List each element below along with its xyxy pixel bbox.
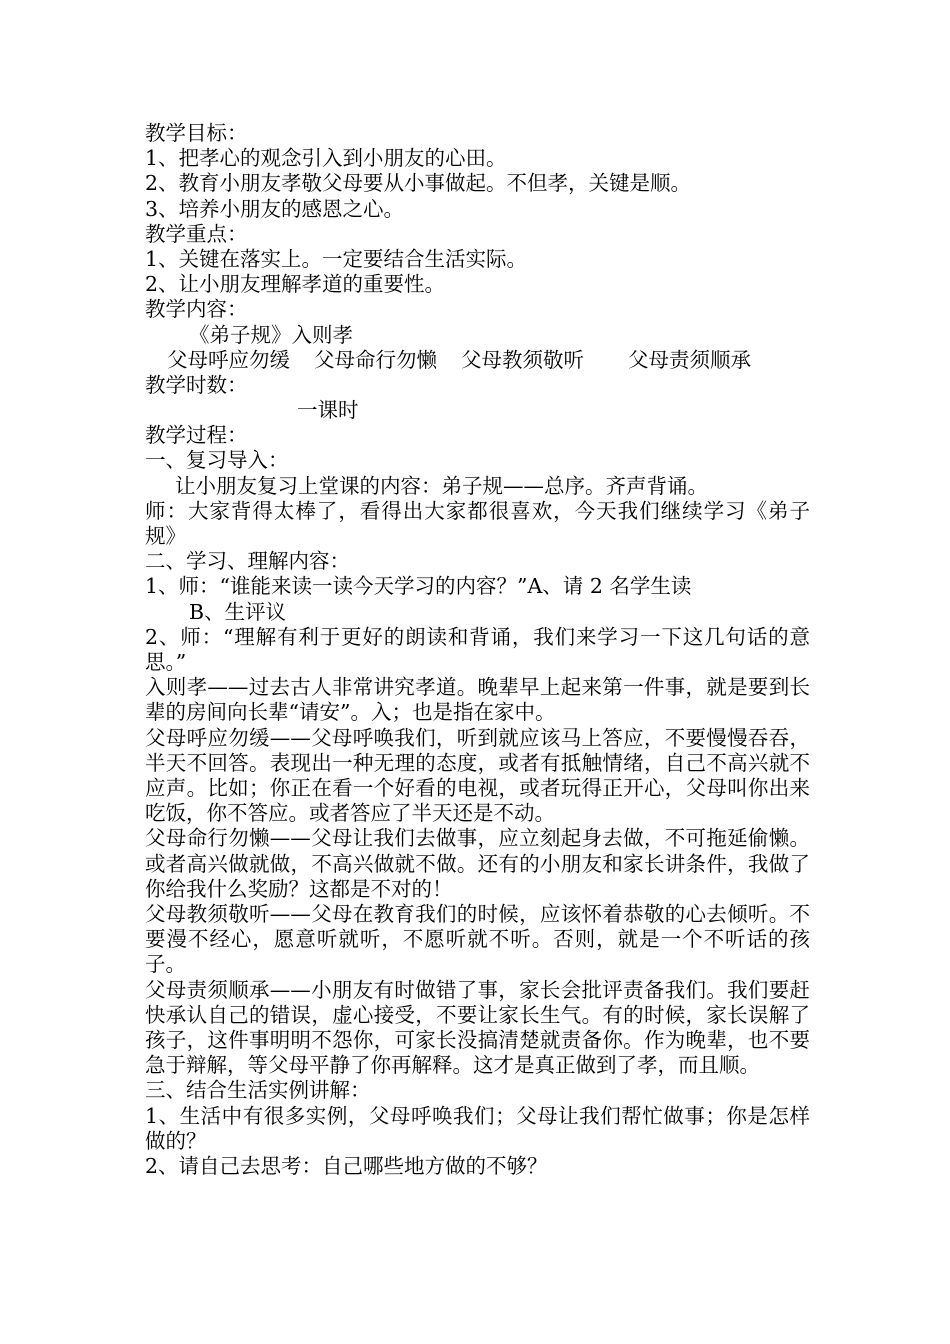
explain-jiaoxu: 父母教须敬听——父母在教育我们的时候，应该怀着恭敬的心去倾听。不要漫不经心，愿意听就听，不愿听就不听。否则，就是一个不听话的孩子。: [145, 902, 810, 977]
section3-heading: 三、结合生活实例讲解：: [145, 1078, 371, 1103]
section3-item2: 2、请自己去思考：自己哪些地方做的不够？: [145, 1154, 548, 1179]
verse-item: 父母教须敬听: [461, 347, 584, 372]
focus-item: 2、让小朋友理解孝道的重要性。: [145, 272, 446, 297]
hours-heading: 教学时数：: [145, 372, 248, 397]
objective-item: 1、把孝心的观念引入到小朋友的心田。: [145, 146, 507, 171]
objective-item: 2、教育小朋友孝敬父母要从小事做起。不但孝，关键是顺。: [145, 171, 692, 196]
section1-heading: 一、复习导入：: [145, 448, 289, 473]
explain-zexu: 父母责须顺承——小朋友有时做错了事，家长会批评责备我们。我们要赶快承认自己的错误，虚心接受，不要让家长生气。有的时候，家长误解了孩子，这件事明明不怨你，可家长没搞清楚就责备你。作为晚辈，也不要急于辩解，等父母平静了你再解释。这才是真正做到了孝，而且顺。: [145, 977, 810, 1078]
section2-heading: 二、学习、理解内容：: [145, 549, 350, 574]
focus-heading: 教学重点：: [145, 221, 248, 246]
section3-item1: 1、生活中有很多实例，父母呼唤我们；父母让我们帮忙做事；你是怎样做的？: [145, 1103, 810, 1153]
process-heading: 教学过程：: [145, 423, 248, 448]
lesson-plan-document: [145, 121, 810, 1179]
section1-teacher: 师：大家背得太棒了，看得出大家都很喜欢，今天我们继续学习《弟子规》: [145, 498, 810, 549]
section1-review: 让小朋友复习上堂课的内容：弟子规——总序。齐声背诵。: [175, 473, 708, 498]
hours-value: 一课时: [297, 398, 359, 423]
content-heading: 教学内容：: [145, 297, 248, 322]
explain-ruzexiao: 入则孝——过去古人非常讲究孝道。晚辈早上起来第一件事，就是要到长辈的房间向长辈“请安”。入；也是指在家中。: [145, 675, 810, 725]
verse-item: 父母呼应勿缓: [167, 347, 290, 372]
content-title: 《弟子规》入则孝: [189, 322, 353, 347]
verse-item: 父母责须顺承: [628, 347, 751, 372]
section2-item1b: B、生评议: [189, 599, 287, 624]
objective-item: 3、培养小朋友的感恩之心。: [145, 196, 405, 221]
section2-item1: 1、师：“谁能来读一读今天学习的内容？”A、请 2 名学生读: [145, 574, 692, 599]
verse-row: [145, 348, 810, 373]
verse-item: 父母命行勿懒: [314, 347, 437, 372]
objectives-heading: 教学目标：: [145, 121, 248, 145]
section2-item2: 2、师：“理解有利于更好的朗读和背诵，我们来学习一下这几句话的意思。”: [145, 624, 810, 674]
explain-huying: 父母呼应勿缓——父母呼唤我们，听到就应该马上答应，不要慢慢吞吞，半天不回答。表现出一种无理的态度，或者有抵触情绪，自己不高兴就不应声。比如；你正在看一个好看的电视，或者玩得正开心，父母叫你出来吃饭，你不答应。或者答应了半天还是不动。: [145, 725, 810, 826]
focus-item: 1、关键在落实上。一定要结合生活实际。: [145, 246, 528, 271]
explain-mingxing: 父母命行勿懒——父母让我们去做事，应立刻起身去做，不可拖延偷懒。或者高兴做就做，不高兴做就不做。还有的小朋友和家长讲条件，我做了你给我什么奖励？这都是不对的！: [145, 826, 810, 901]
